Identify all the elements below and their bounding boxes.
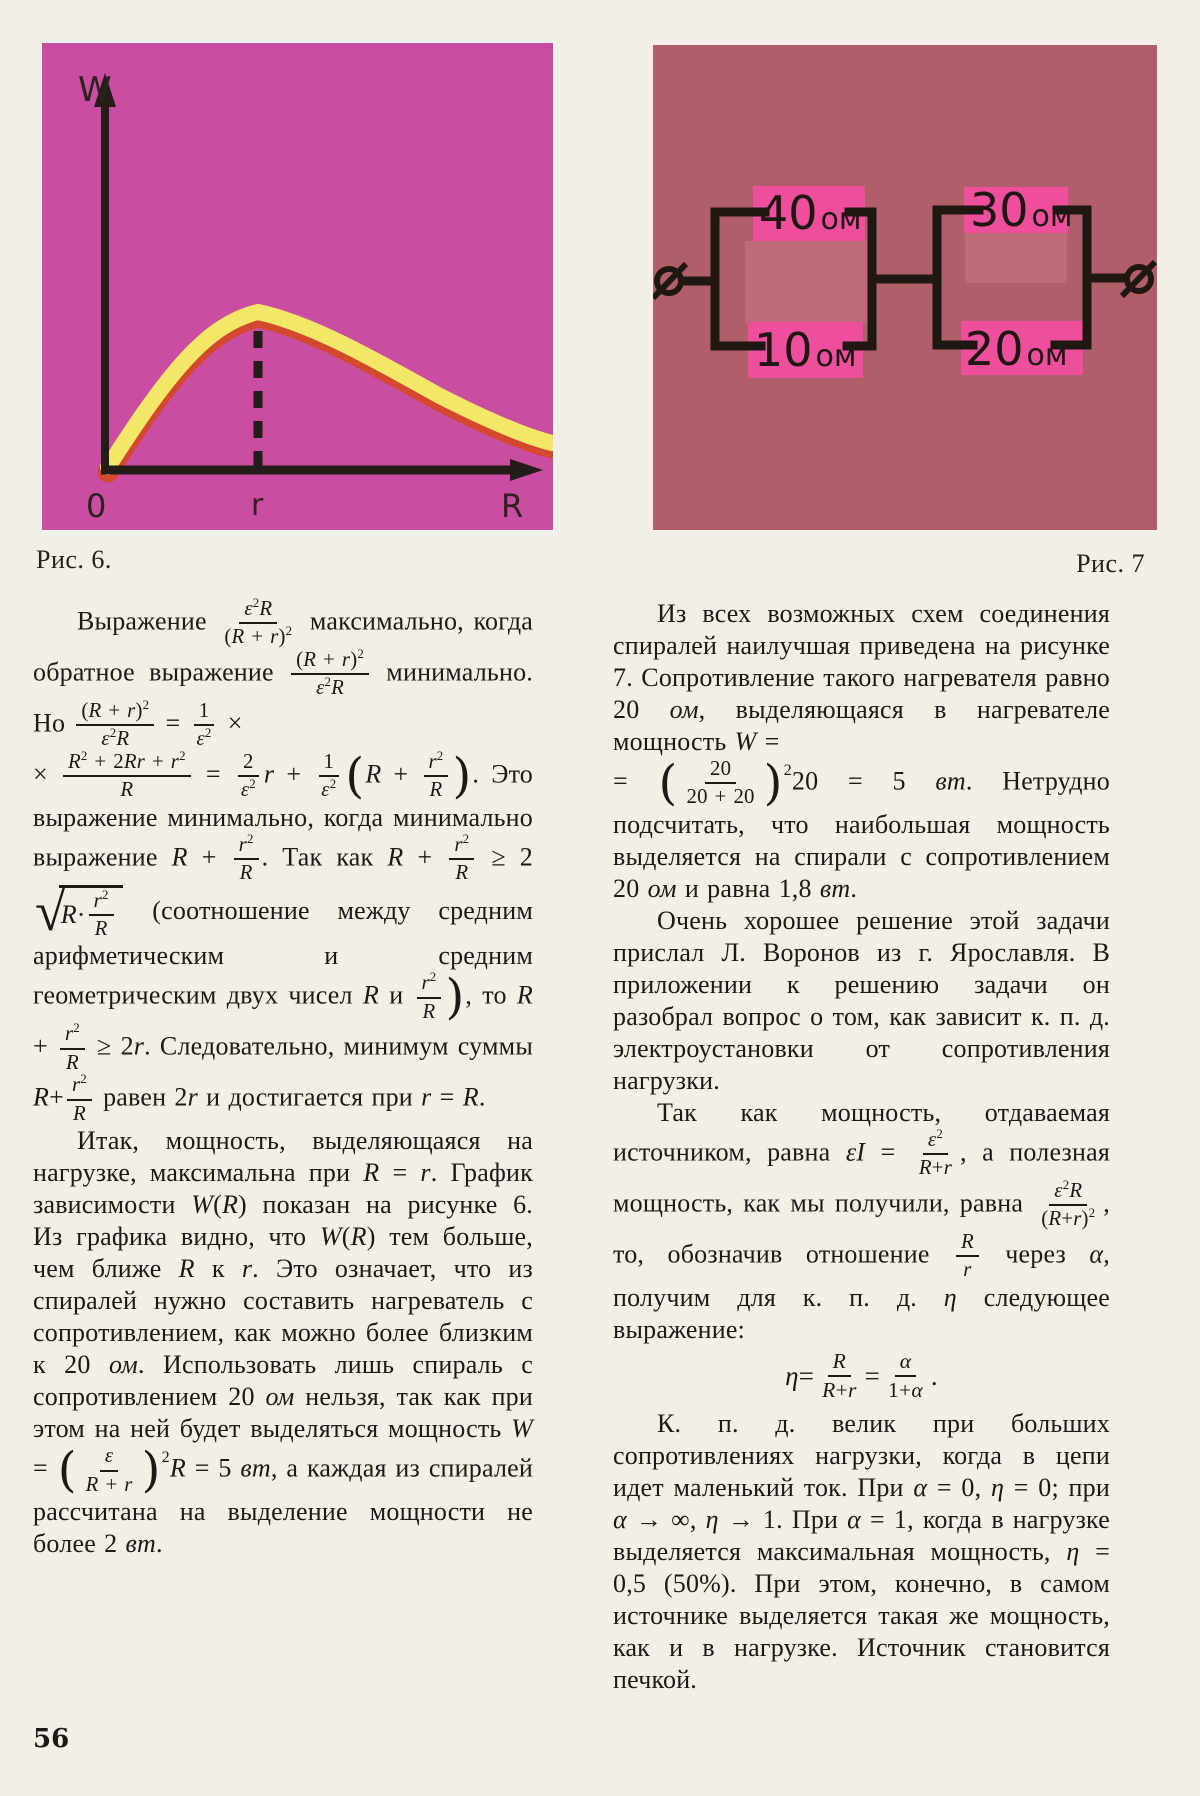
peak-tick-label: r: [251, 488, 264, 523]
figure-7-circuit: [653, 45, 1157, 530]
fraction: $\frac{2}{\varepsilon^2}$: [236, 751, 261, 802]
paragraph: Очень хорошее решение этой задачи прислал Л. Воронов из г. Ярославля. В приложении к решению задачи он разобрал вопрос о том, как зависит к. п. д. электроустановки от сопротивления нагрузки.: [613, 905, 1110, 1095]
resistor-value: 10: [754, 323, 813, 377]
fraction: $\frac{\varepsilon^2R}{(R + r)^2}$: [224, 596, 293, 649]
left-column: [33, 598, 533, 1696]
fraction: $\frac{1}{\varepsilon^2}$: [316, 751, 341, 802]
figure-6-caption: Рис. 6.: [36, 545, 112, 574]
print-wash: [745, 241, 869, 323]
y-axis-label: W: [78, 70, 112, 110]
fraction: $\frac{r^2}{R}$: [449, 834, 474, 885]
fraction: $\frac{r^2}{R}$: [60, 1023, 85, 1074]
origin-label: 0: [86, 487, 107, 525]
paragraph: Итак, мощность, выделяющаяся на нагрузке, максимальна при R = r. График зависимости W(R) показан на рисунке 6. Из графика видно, что W(R) тем больше, чем ближе R к r. Это означает, что из спиралей нужно составить нагреватель с сопротивлением, как можно более близким к 20 ом. Использовать лишь спираль с сопротивлением 20 ом нельзя, так как при этом на ней будет выделяться мощность W = ( $\frac{\varepsilon}{R + r}$ )$^2$R = 5 вт, а каждая из спиралей рассчитана на выделение мощности не более 2 вт.: [33, 1126, 534, 1559]
print-wash: [965, 231, 1067, 283]
text-columns: [33, 598, 1157, 1696]
fraction: $\frac{r^2}{R}$: [89, 890, 114, 941]
x-axis-label: R: [501, 487, 524, 525]
radical-icon: √: [35, 880, 64, 943]
fraction: $\frac{1}{\varepsilon^2}$: [192, 700, 217, 751]
paragraph: Из всех возможных схем соединения спиралей наилучшая приведена на рисунке 7. Сопротивление такого нагревателя равно 20 ом, выделяющаяся в нагревателе мощность W = = ( $\frac{20}{20 + 20}$ )$^2$20 = 5 вт. Нетрудно подсчитать, что наибольшая мощность выделяется на спирали с сопротивлением 20 ом и равна 1,8 вт.: [613, 599, 1110, 903]
resistor-unit: ом: [815, 339, 857, 374]
figure-7-caption: Рис. 7: [1076, 549, 1145, 578]
resistor-value: 20: [965, 322, 1024, 376]
page-number: 56: [33, 1724, 70, 1754]
resistor-value: 40: [759, 186, 818, 240]
fraction: $\frac{\alpha}{1+\alpha}$: [888, 1348, 923, 1402]
figure-6-graph: [42, 43, 553, 530]
paragraph: К. п. д. велик при больших сопротивлениях нагрузки, когда в цепи идет маленький ток. При α = 0, η = 0; при α → ∞, η → 1. При α = 1, когда в нагрузке выделяется максимальная мощность, η = 0,5 (50%). При этом, конечно, в самом источнике выделяется такая же мощность, как и в нагрузке. Источник становится печкой.: [613, 1409, 1110, 1695]
fraction: $\frac{\varepsilon^2R}{(R+r)^2}$: [1041, 1177, 1096, 1231]
resistor-unit: ом: [1031, 199, 1073, 234]
fraction: $\frac{r^2}{R}$: [417, 972, 442, 1023]
fraction: $\frac{r^2}{R}$: [234, 834, 259, 885]
resistor-value: 30: [970, 183, 1029, 237]
fraction: $\frac{20}{20 + 20}$: [686, 757, 755, 809]
figure-7-background: [653, 45, 1157, 530]
paragraph: Так как мощность, отдаваемая источником, равна εI = $\frac{\varepsilon^2}{R+r}$ , а полезная мощность, как мы получили, равна $\frac{\varepsilon^2R}{(R+r)^2}$ , то, обозначив отношение $\frac{R}{r}$ через α, получим для к. п. д. η следующее выражение:: [613, 1097, 1110, 1344]
resistor-unit: ом: [820, 202, 862, 237]
resistor-unit: ом: [1026, 338, 1068, 373]
fraction: $\frac{\varepsilon^2}{R+r}$: [918, 1126, 952, 1180]
fraction: $\frac{r^2}{R}$: [424, 751, 449, 802]
fraction: $\frac{(R + r)^2}{\varepsilon^2R}$: [76, 700, 154, 751]
fraction: $\frac{(R + r)^2}{\varepsilon^2R}$: [291, 649, 369, 700]
fraction: $\frac{r^2}{R}$: [67, 1074, 92, 1125]
display-formula-efficiency: η = $\frac{R}{R+r}$ = $\frac{\alpha}{1+\alpha}$ .: [785, 1348, 938, 1402]
right-column: [613, 598, 1110, 1696]
fraction: $\frac{R}{R+r}$: [822, 1348, 857, 1402]
paragraph: Выражение $\frac{\varepsilon^2R}{(R + r)^2}$ максимально, когда обратное выражение $\frac{(R + r)^2}{\varepsilon^2R}$ минимально. Но $\frac{(R + r)^2}{\varepsilon^2R}$ = $\frac{1}{\varepsilon^2}$ × × $\frac{R^2 + 2Rr + r^2}{R}$ = $\frac{2}{\varepsilon^2}$ r + $\frac{1}{\varepsilon^2}$ (R + $\frac{r^2}{R}$ ). Это выражение минимально, когда минимально выражение R + $\frac{r^2}{R}$ . Так как R + $\frac{r^2}{R}$ ≥ 2 √ R · $\frac{r^2}{R}$ (соотношение между средним арифметическим и средним геометрическим двух чисел R и $\frac{r^2}{R}$ ), то R + $\frac{r^2}{R}$ ≥ 2r. Следовательно, минимум суммы R+ $\frac{r^2}{R}$ равен 2r и достигается при r = R.: [33, 596, 534, 1125]
fraction: $\frac{R^2 + 2Rr + r^2}{R}$: [63, 751, 191, 802]
square-root: √ R · $\frac{r^2}{R}$: [35, 885, 123, 941]
fraction: $\frac{R}{r}$: [956, 1231, 979, 1282]
fraction: $\frac{\varepsilon}{R + r}$: [85, 1444, 133, 1496]
